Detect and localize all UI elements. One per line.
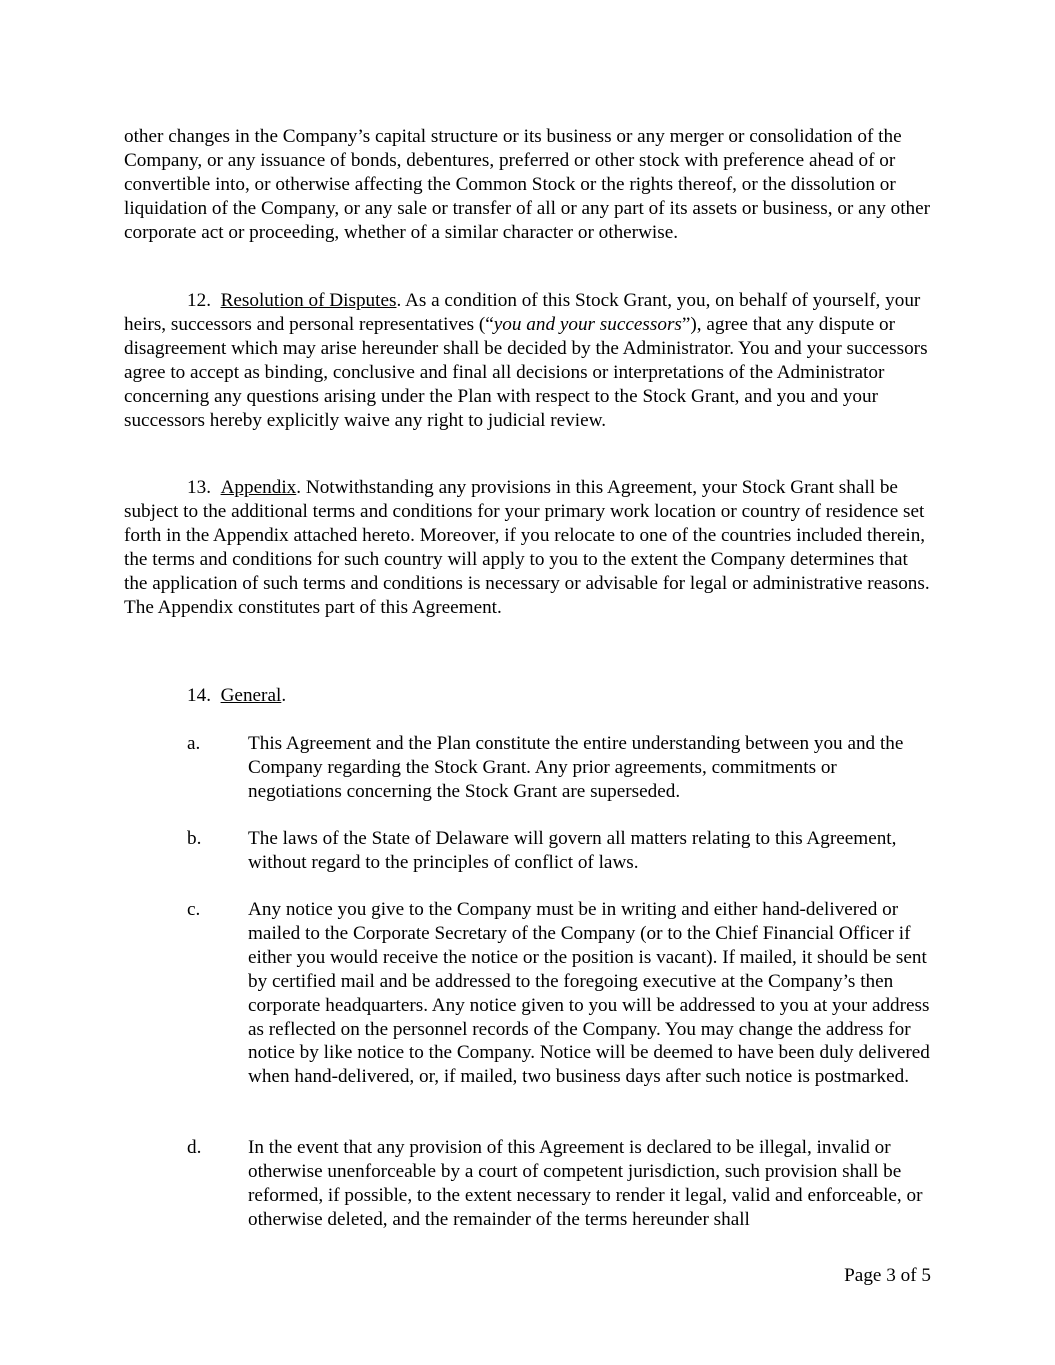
section-14-title-suffix: . [281, 685, 287, 706]
list-item-letter: c. [187, 899, 201, 920]
continuation-paragraph: other changes in the Company’s capital structure or its business or any merger or consolidation of the Company, or any issuance of bonds, debentures, preferred or other stock with preference ahead of or convertible into, or otherwise affecting the Common Stock or the rights thereof, or the dissolution or liquidation of the Company, or any sale or transfer of all or any part of its assets or business, or any other corporate act or proceeding, whether of a similar character or otherwise. [124, 126, 931, 243]
list-item-text: The laws of the State of Delaware will govern all matters relating to this Agreement, without regard to the principles of conflict of laws. [248, 828, 897, 873]
section-12-text-end: ”), agree that any dispute or disagreement which may arise hereunder shall be decided by the Administrator. You and your successors agree to accept as binding, conclusive and final all decisions or interpretations of the Administrator concerning any questions arising under the Plan with respect to the Stock Grant, and you and your successors hereby explicitly waive any right to judicial review. [124, 313, 928, 431]
section-12-defined-term: you and your successors [493, 313, 682, 335]
list-item-text: Any notice you give to the Company must be in writing and either hand-delivered or mailed to the Corporate Secretary of the Company (or to the Chief Financial Officer if either you would receive the notice or the position is vacant). If mailed, it should be sent by certified mail and be addressed to the foregoing executive at the Company’s then corporate headquarters. Any notice given to you will be addressed to you at your address as reflected on the personnel records of the Company. You may change the address for notice by like notice to the Company. Notice will be deemed to have been duly delivered when hand-delivered, or, if mailed, two business days after such notice is postmarked. [248, 899, 930, 1088]
section-12-text-start: . As a condition of this Stock Grant, you, on behalf of yourself, your heirs, successors and personal representatives (“ [124, 290, 921, 335]
list-item-letter: a. [187, 733, 201, 754]
section-14-title: General [220, 685, 282, 706]
page-number: Page 3 of 5 [844, 1265, 931, 1286]
section-13-paragraph [124, 476, 934, 619]
list-item-text: In the event that any provision of this Agreement is declared to be illegal, invalid or otherwise unenforceable by a court of competent jurisdiction, such provision shall be reformed, if possible, to the extent necessary to render it legal, valid and enforceable, or otherwise deleted, and the remainder of the terms hereunder shall [248, 1137, 923, 1230]
list-item-letter: d. [187, 1137, 202, 1158]
section-14-heading [187, 684, 286, 708]
section-13-number: 13. [187, 477, 211, 498]
list-item-text: This Agreement and the Plan constitute the entire understanding between you and the Company regarding the Stock Grant. Any prior agreements, commitments or negotiations concerning the Stock Grant are superseded. [248, 733, 904, 802]
section-12-paragraph [124, 289, 934, 432]
list-item-letter: b. [187, 828, 202, 849]
section-13-text: . Notwithstanding any provisions in this Agreement, your Stock Grant shall be subject to the additional terms and conditions for your primary work location or country of residence set forth in the Appendix attached hereto. Moreover, if you relocate to one of the countries included therein, the terms and conditions for such country will apply to you to the extent the Company determines that the application of such terms and conditions is necessary or advisable for legal or administrative reasons. The Appendix constitutes part of this Agreement. [124, 477, 930, 618]
section-14-number: 14. [187, 685, 211, 706]
section-12-title: Resolution of Disputes [220, 290, 397, 311]
section-12-number: 12. [187, 290, 211, 311]
section-13-title: Appendix [220, 477, 297, 498]
